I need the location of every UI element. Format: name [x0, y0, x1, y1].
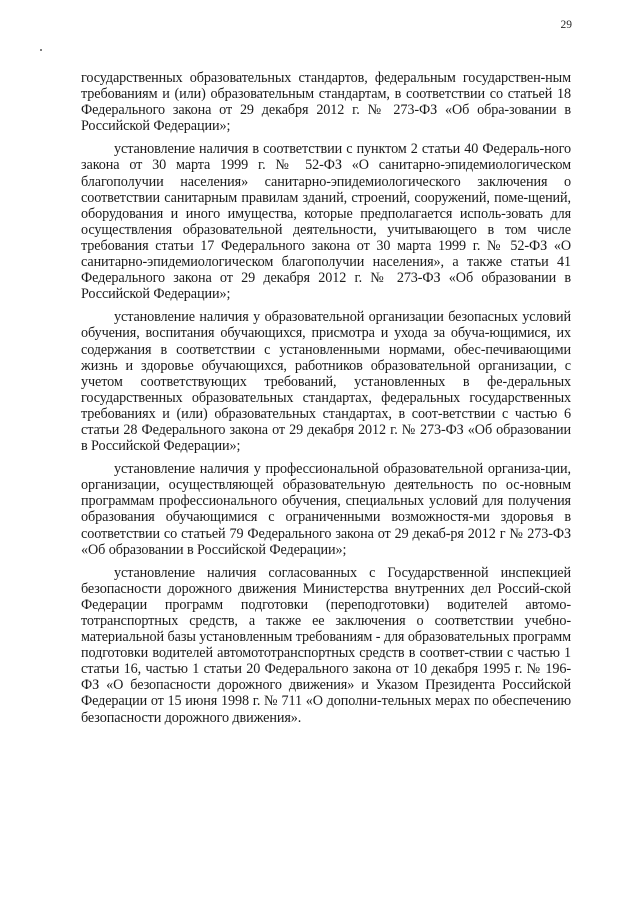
- page-number: 29: [560, 19, 572, 31]
- paragraph-safe-conditions: установление наличия у образовательной организации безопасных условий обучения, воспитания обучающихся, присмотра и ухода за обуча-ющимися, их содержания в соответствии с установленными нормами, обес-печивающими жизнь и здоровье обучающихся, работников образовательной организации, с учетом соответствующих требований, установленных в фе-деральных государственных образовательных стандартах, федеральных государственных требованиях и (или) образовательных стандартах, в соот-ветствии с частью 6 статьи 28 Федерального закона от 29 декабря 2012 г. № 273-ФЗ «Об образовании в Российской Федерации»;: [81, 309, 571, 455]
- document-body: [81, 70, 571, 733]
- paragraph-special-conditions: установление наличия у профессиональной образовательной организа-ции, организации, осуществляющей образовательную деятельность по ос-новным программам профессионального обучения, специальных условий для получения образования обучающимися с ограниченными возможностя-ми здоровья в соответствии со статьей 79 Федерального закона от 29 декаб-ря 2012 г № 273-ФЗ «Об образовании в Российской Федерации»;: [81, 461, 571, 558]
- scan-speck: [40, 49, 42, 51]
- paragraph-continuation: государственных образовательных стандартов, федеральным государствен-ным требованиям и (или) образовательным стандартам, в соответствии со статьей 18 Федерального закона от 29 декабря 2012 г. № 273-ФЗ «Об обра-зовании в Российской Федерации»;: [81, 70, 571, 135]
- paragraph-sanitary-conclusion: установление наличия в соответствии с пунктом 2 статьи 40 Федераль-ного закона от 30 марта 1999 г. № 52-ФЗ «О санитарно-эпидемиологическом благополучии населения» санитарно-эпидемиологического заключения о соответствии санитарным правилам зданий, строений, сооружений, поме-щений, оборудования и иного имущества, которые предполагается исполь-зовать для осуществления образовательной деятельности, учитывающего в том числе требования статьи 17 Федерального закона от 30 марта 1999 г. № 52-ФЗ «О санитарно-эпидемиологическом благополучии населения», а также статьи 41 Федерального закона от 29 декабря 2012 г. № 273-ФЗ «Об образовании в Российской Федерации»;: [81, 141, 571, 303]
- paragraph-driver-programs: установление наличия согласованных с Государственной инспекцией безопасности дорожного движения Министерства внутренних дел Россий-ской Федерации программ подготовки (переподготовки) водителей автомо-тотранспортных средств, а также ее заключения о соответствии учебно-материальной базы установленным требованиям - для образовательных программ подготовки водителей автомототранспортных средств в соответ-ствии с частью 1 статьи 16, частью 1 статьи 20 Федерального закона от 10 декабря 1995 г. № 196-ФЗ «О безопасности дорожного движения» и Указом Президента Российской Федерации от 15 июня 1998 г. № 711 «О дополни-тельных мерах по обеспечению безопасности дорожного движения».: [81, 564, 571, 726]
